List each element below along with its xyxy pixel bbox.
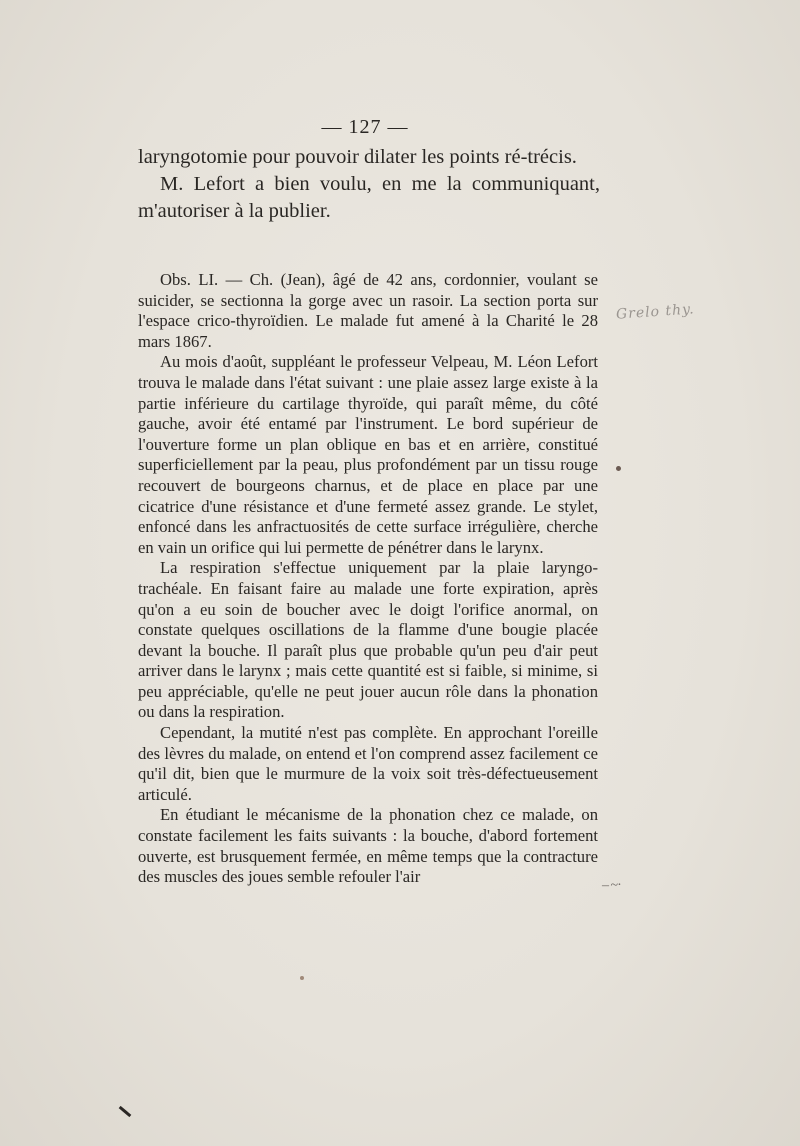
observation-paragraph-3: La respiration s'effectue uniquement par la plaie laryngo-trachéale. En faisant faire au malade une forte expiration, après qu'on a eu soin de boucher avec le doigt l'orifice anormal, on constate quelques oscillations de la flamme d'une bougie placée devant la bouche. Il paraît plus que probable qu'un peu d'air peut arriver dans le larynx ; mais cette quantité est si faible, si minime, si peu appréciable, qu'elle ne peut jouer aucun rôle dans la phonation ou dans la respiration. [138, 558, 598, 722]
observation-paragraph-1: Obs. LI. — Ch. (Jean), âgé de 42 ans, cordonnier, voulant se suicider, se sectionna la gorge avec un rasoir. La section porta sur l'espace crico-thyroïdien. Le malade fut amené à la Charité le 28 mars 1867. [138, 270, 598, 351]
observation-paragraph-2: Au mois d'août, suppléant le professeur Velpeau, M. Léon Lefort trouva le malade dans l'état suivant : une plaie assez large existe à la partie inférieure du cartilage thyroïde, qui paraît même, du côté gauche, avoir été entamé par l'instrument. Le bord supérieur de l'ouverture forme un plan oblique en bas et en arrière, constitué superficiellement par la peau, plus profondément par un tissu rouge recouvert de bourgeons charnus, et de place en place par une cicatrice d'une résistance et d'une fermeté assez grande. Le stylet, enfoncé dans les anfractuosités de cette surface irrégulière, cherche en vain un orifice qui lui permette de pénétrer dans le larynx. [138, 352, 598, 557]
lead-text [138, 144, 600, 225]
observation-paragraph-4: Cependant, la mutité n'est pas complète. En approchant l'oreille des lèvres du malade, on entend et l'on comprend assez facilement ce qu'il dit, bien que le murmure de la voix soit très-défectueusement articulé. [138, 723, 598, 804]
handwritten-margin-note: Grelo thy. [615, 301, 696, 323]
observation-section [138, 270, 598, 888]
page-number: — 127 — [321, 116, 409, 138]
ink-tick [119, 1106, 132, 1117]
paper-speck [300, 976, 304, 980]
ink-spot [616, 466, 621, 471]
lead-paragraph-2: M. Lefort a bien voulu, en me la communiquant, m'autoriser à la publier. [138, 173, 600, 222]
lead-paragraph-1: laryngotomie pour pouvoir dilater les points ré-trécis. [138, 146, 577, 168]
observation-paragraph-5: En étudiant le mécanisme de la phonation chez ce malade, on constate facilement les faits suivants : la bouche, d'abord fortement ouverte, est brusquement fermée, en même temps que la contracture des muscles des joues semble refouler l'air [138, 805, 598, 887]
pencil-mark: ‒ ~· [602, 878, 621, 893]
